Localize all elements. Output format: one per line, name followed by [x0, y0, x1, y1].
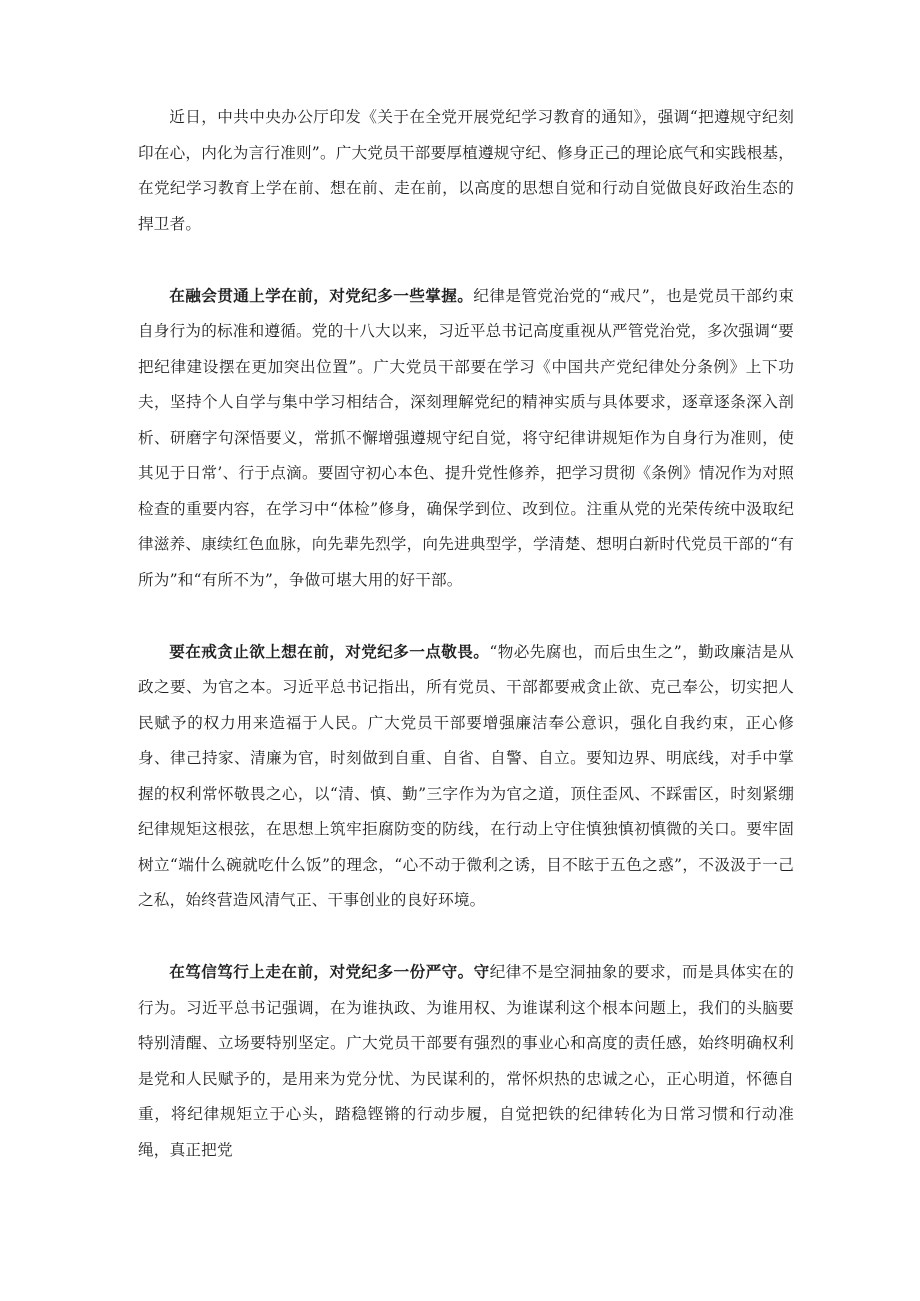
paragraph-body: 纪律是管党治党的“戒尺”，也是党员干部约束自身行为的标准和遵循。党的十八大以来，习近平总书记高度重视从严管党治党，多次强调“要把纪律建设摆在更加突出位置”。广大党员干部要在学习《中国共产党纪律处分条例》上下功夫，坚持个人自学与集中学习相结合，深刻理解党纪的精神实质与具体要求，逐章逐条深入剖析、研磨字句深悟要义，常抓不懈增强遵规守纪自觉，将守纪律讲规矩作为自身行为准则，使其见于日常’、行于点滴。要固守初心本色、提升党性修养，把学习贯彻《条例》情况作为对照检查的重要内容，在学习中“体检”修身，确保学到位、改到位。注重从党的光荣传统中汲取纪律滋养、康续红色血脉，向先辈先烈学，向先进典型学，学清楚、想明白新时代党员干部的“有所为”和“有所不为”，争做可堪大用的好干部。: [138, 286, 794, 589]
section-practice-paragraph: [138, 954, 794, 1168]
paragraph-body: “物必先腐也，而后虫生之”，勤政廉洁是从政之要、为官之本。习近平总书记指出，所有党员、干部都要戒贪止欲、克己奉公，切实把人民赋予的权力用来造福于人民。广大党员干部要增强廉洁奉公意识，强化自我约束，正心修身、律己持家、清廉为官，时刻做到自重、自省、自警、自立。要知边界、明底线，对手中掌握的权利常怀敬畏之心，以“清、慎、勤”三字作为为官之道，顶住歪风、不踩雷区，时刻紧绷纪律规矩这根弦，在思想上筑牢拒腐防变的防线，在行动上守住慎独慎初慎微的关口。要牢固树立“端什么碗就吃什么饭”的理念，“心不动于微利之诱，目不眩于五色之惑”，不汲汲于一己之私，始终营造风清气正、干事创业的良好环境。: [138, 642, 794, 909]
section-learn-paragraph: [138, 278, 794, 599]
paragraph-body: 纪律不是空洞抽象的要求，而是具体实在的行为。习近平总书记强调，在为谁执政、为谁用权、为谁谋利这个根本问题上，我们的头脑要特别清醒、立场要特别坚定。广大党员干部要有强烈的事业心和高度的责任感，始终明确权利是党和人民赋予的，是用来为党分忧、为民谋利的，常怀炽热的忠诚之心，正心明道，怀德自重，将纪律规矩立于心头，踏稳铿锵的行动步履，自觉把铁的纪律转化为日常习惯和行动准绳，真正把党: [138, 963, 794, 1159]
section-heading: 在融会贯通上学在前，对党纪多一些掌握。: [169, 285, 474, 305]
section-heading: 要在戒贪止欲上想在前，对党纪多一点敬畏。: [169, 641, 490, 661]
intro-paragraph: [138, 100, 794, 242]
section-heading: 在笃信笃行上走在前，对党纪多一份严守。守: [169, 962, 490, 981]
paragraph-body: 近日，中共中央办公厅印发《关于在全党开展党纪学习教育的通知》，强调“把遵规守纪刻印在心，内化为言行准则”。广大党员干部要厚植遵规守纪、修身正己的理论底气和实践根基，在党纪学习教育上学在前、想在前、走在前，以高度的思想自觉和行动自觉做良好政治生态的捍卫者。: [138, 108, 794, 233]
document-page: [138, 100, 794, 1168]
section-awe-paragraph: [138, 634, 794, 919]
